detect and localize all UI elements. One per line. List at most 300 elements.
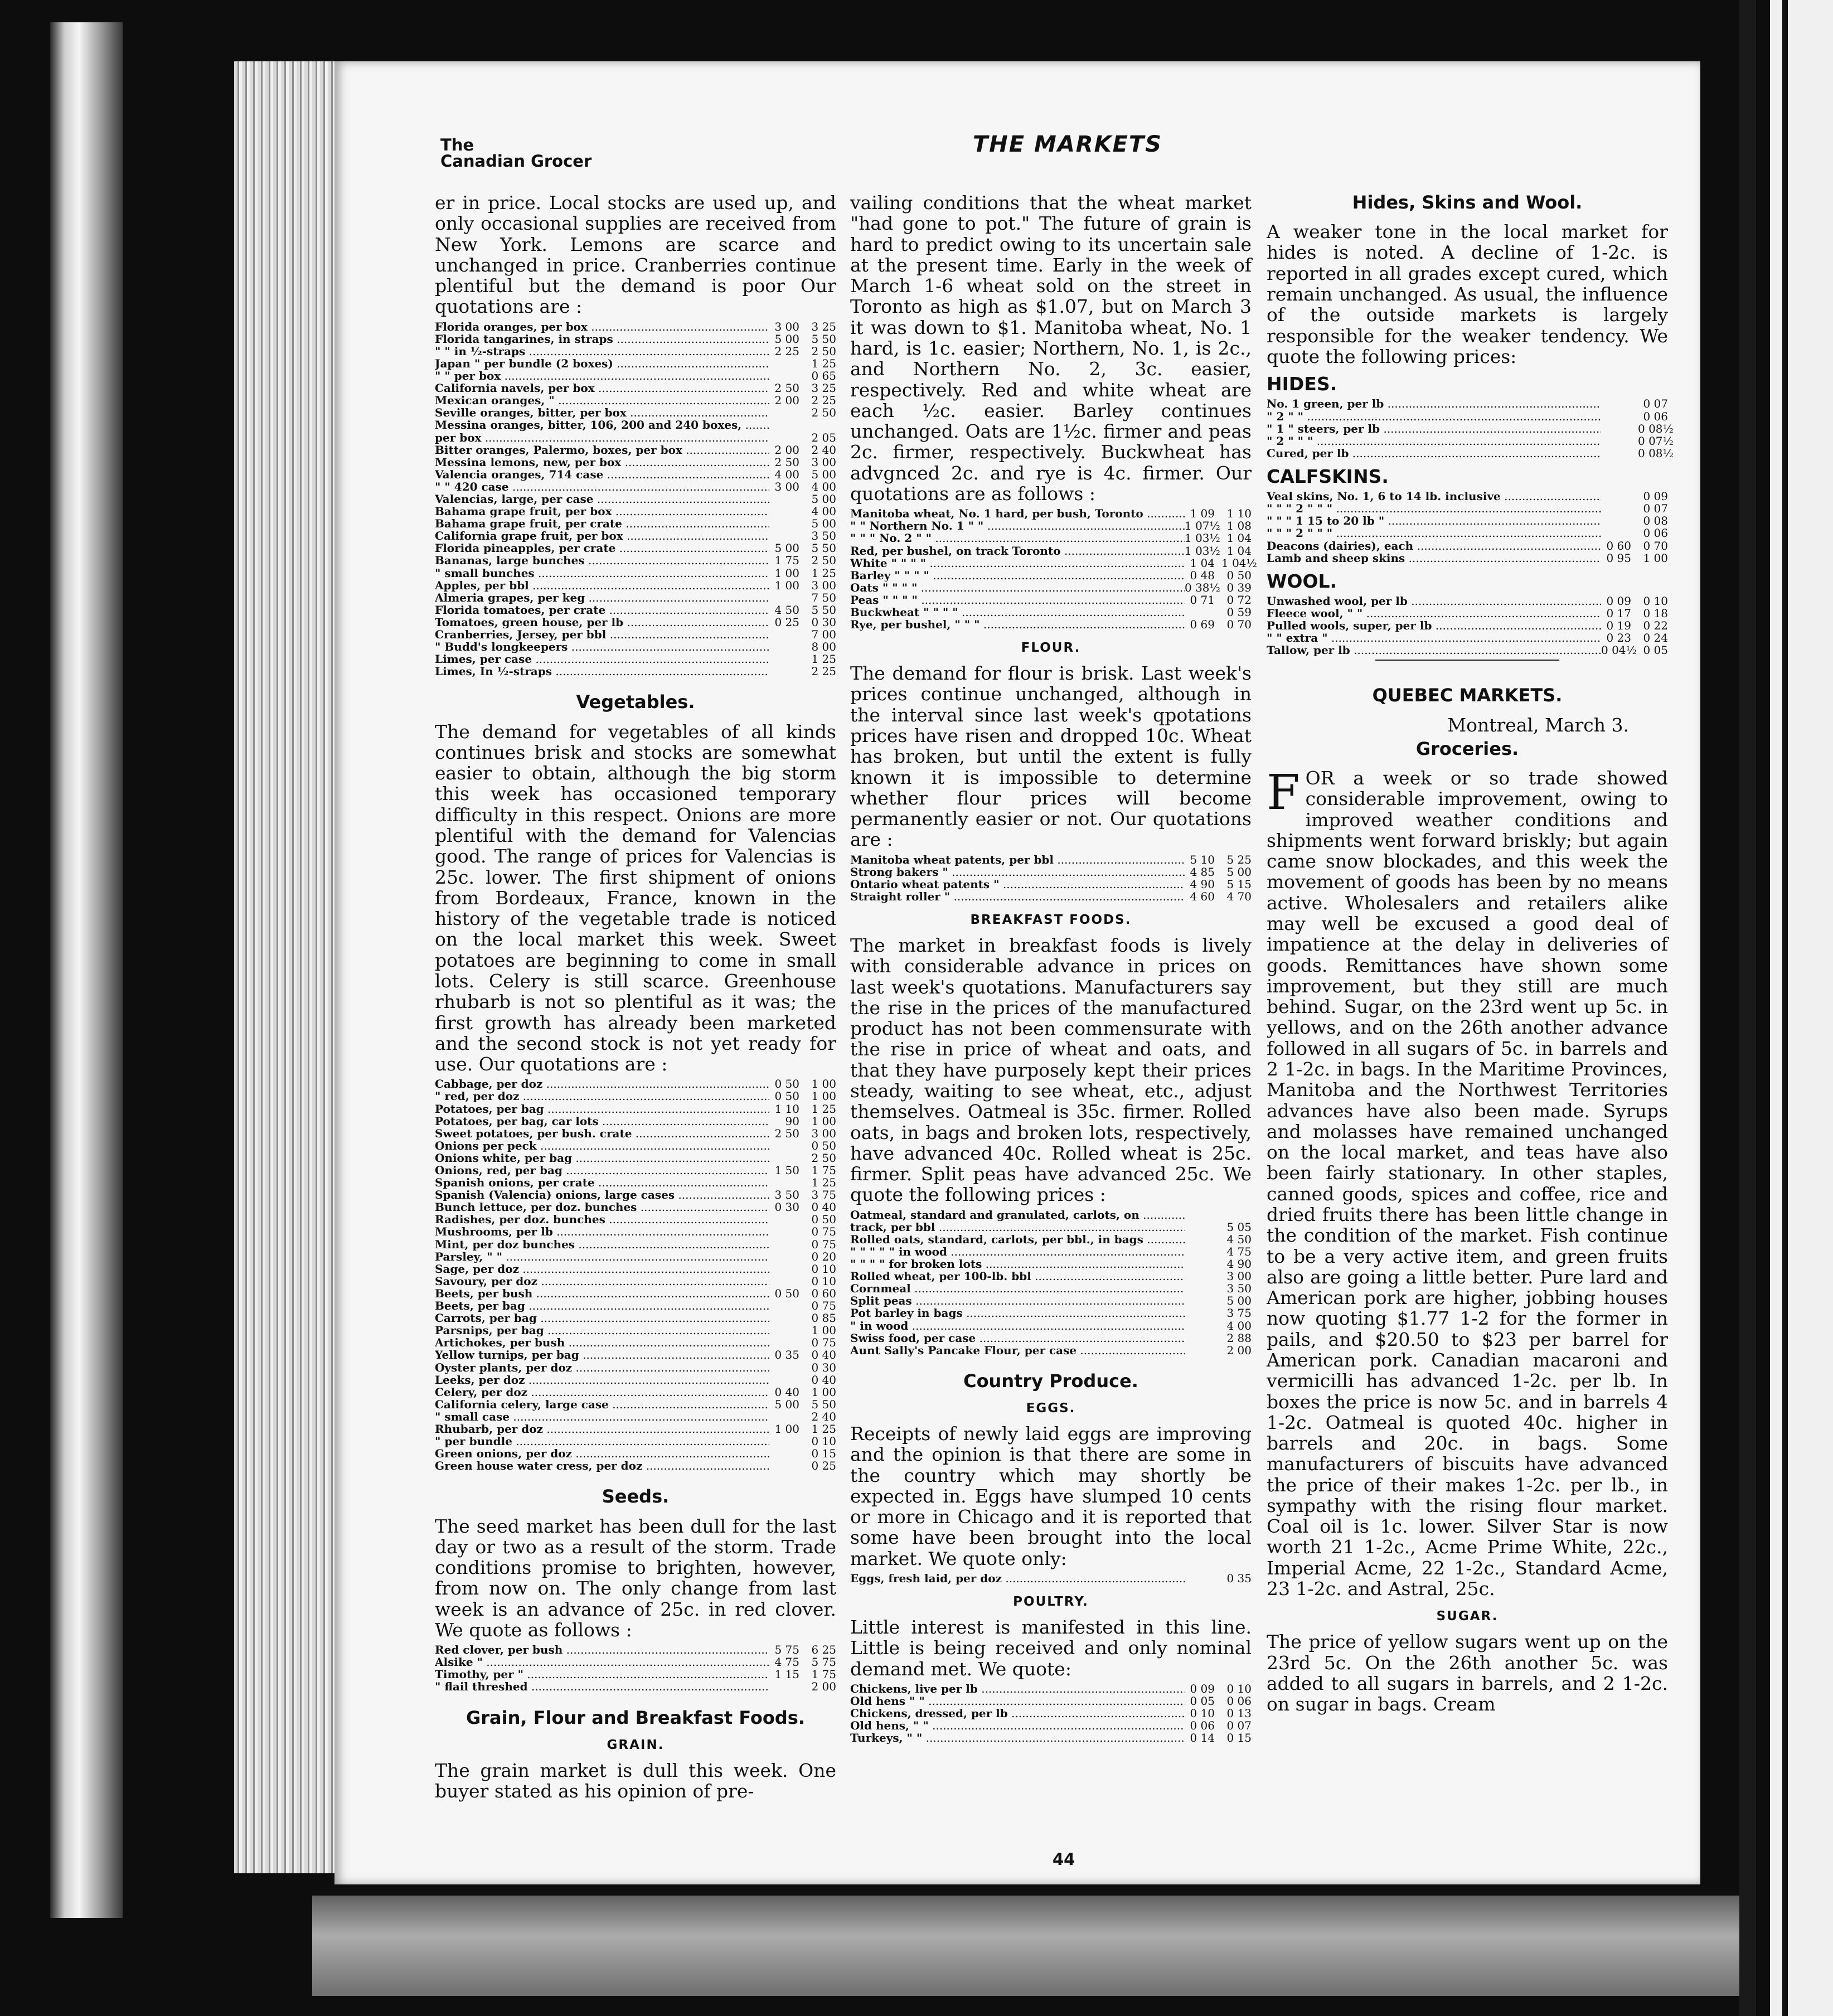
wool-subheading: WOOL. xyxy=(1267,570,1337,592)
quotation-item: Bahama grape fruit, per box ..... xyxy=(435,505,769,517)
price-high: 5 05 xyxy=(1226,1220,1252,1234)
price-low: 0 17 xyxy=(1606,607,1631,621)
flour-subheading: FLOUR. xyxy=(1021,641,1081,656)
groceries-heading: Groceries. xyxy=(1415,738,1519,759)
quotation-item: Fleece wool, " " ..... xyxy=(1267,607,1601,619)
quotation-row xyxy=(435,1680,836,1693)
quotation-row xyxy=(435,1164,836,1176)
produce-heading: Country Produce. xyxy=(963,1370,1138,1392)
groceries-text xyxy=(1267,765,1668,1600)
quotation-item: Buckwheat " " " " ..... xyxy=(850,606,1185,618)
quotation-item: " " per box ..... xyxy=(435,370,769,382)
price-high: 3 75 xyxy=(811,1188,836,1202)
price-low: 0 19 xyxy=(1606,619,1631,633)
quotation-item: Oats " " " " ..... xyxy=(850,581,1185,594)
price-high: 2 88 xyxy=(1226,1331,1252,1345)
quotation-item: Messina oranges, bitter, 106, 200 and 240 boxes, ..... xyxy=(435,419,769,431)
quotation-row xyxy=(435,1176,836,1189)
page-edges xyxy=(234,61,351,1873)
quotation-item: Straight roller " ..... xyxy=(850,890,1185,903)
price-low: 5 00 xyxy=(774,541,799,555)
quotation-item: Cranberries, Jersey, per bbl ..... xyxy=(435,628,769,641)
quotation-item: Turkeys, " " ..... xyxy=(850,1732,1185,1744)
quotation-item: Radishes, per doz. bunches ..... xyxy=(435,1213,769,1225)
price-high: 0 20 xyxy=(811,1249,836,1263)
quotation-item: " " " No. 2 " " ..... xyxy=(850,532,1185,544)
quotation-item: Messina lemons, new, per box ..... xyxy=(435,456,769,468)
breakfast-quotations xyxy=(850,1209,1252,1356)
page-number: 44 xyxy=(1053,1850,1075,1869)
grain-heading: Grain, Flour and Breakfast Foods. xyxy=(465,1707,805,1728)
price-low: 0 50 xyxy=(774,1077,799,1091)
price-low xyxy=(1601,502,1631,515)
price-low: 0 05 xyxy=(1190,1694,1215,1708)
quotation-row xyxy=(1267,607,1668,619)
quotation-row xyxy=(435,419,836,431)
quotation-row xyxy=(435,554,836,566)
price-high: 0 10 xyxy=(1643,594,1668,608)
price-high: 0 75 xyxy=(811,1336,836,1350)
price-high: 1 75 xyxy=(811,1668,836,1681)
seeds-text: The seed market has been dull for the last day or two as a result of the storm. Trade conditions promise to brighten, however, from now on. The only change from last week is an advance of 25c. in red clover. We quote as follows : xyxy=(435,1515,836,1641)
quotation-item: Manitoba wheat, No. 1 hard, per bush, Toronto ..... xyxy=(850,507,1185,520)
quotation-item: Bananas, large bunches ..... xyxy=(435,554,769,566)
price-low xyxy=(769,419,799,431)
quotation-item: Onions white, per bag ..... xyxy=(435,1152,769,1164)
quotation-row xyxy=(850,1209,1252,1221)
quotation-row xyxy=(850,532,1252,544)
quotation-row xyxy=(435,1213,836,1225)
price-low: 0 14 xyxy=(1190,1731,1215,1745)
vegetable-quotations xyxy=(435,1078,836,1472)
price-high: 2 50 xyxy=(811,344,836,358)
price-low xyxy=(769,1361,799,1374)
quotation-row xyxy=(850,1683,1252,1695)
quotation-row xyxy=(435,1140,836,1152)
quotation-row xyxy=(850,618,1252,631)
egg-quotations xyxy=(850,1572,1252,1584)
price-low xyxy=(1185,1295,1215,1307)
price-high: 2 00 xyxy=(811,1680,836,1694)
section-rule xyxy=(1375,660,1559,661)
price-high xyxy=(806,419,836,431)
price-high: 0 59 xyxy=(1226,605,1252,619)
price-high: 0 30 xyxy=(811,615,836,629)
book-spine xyxy=(50,22,123,1918)
price-low: 0 06 xyxy=(1190,1719,1215,1733)
price-high: 3 50 xyxy=(811,529,836,543)
price-high: 0 08½ xyxy=(1638,446,1674,460)
quotation-row xyxy=(435,456,836,468)
price-low xyxy=(769,1176,799,1189)
quotation-item: Beets, per bush ..... xyxy=(435,1287,769,1300)
quotation-item: Potatoes, per bag, car lots ..... xyxy=(435,1115,769,1127)
price-high: 4 75 xyxy=(1226,1244,1252,1258)
price-high: 5 00 xyxy=(1226,865,1252,879)
quotation-item: Seville oranges, bitter, per box ..... xyxy=(435,406,769,419)
quotation-item: per box ..... xyxy=(435,432,769,444)
price-high: 2 50 xyxy=(811,1151,836,1165)
price-low xyxy=(769,1275,799,1287)
quotation-row xyxy=(435,394,836,406)
publication-name xyxy=(440,137,591,169)
quotation-item: Mint, per doz bunches ..... xyxy=(435,1238,769,1251)
price-high: 0 10 xyxy=(811,1262,836,1276)
price-low: 2 50 xyxy=(774,455,799,469)
quotation-item: Onions, red, per bag ..... xyxy=(435,1164,769,1176)
quotation-row xyxy=(850,1332,1252,1344)
seeds-heading: Seeds. xyxy=(602,1486,670,1508)
quebec-heading: QUEBEC MARKETS. xyxy=(1372,685,1563,706)
quotation-item: track, per bbl ..... xyxy=(850,1221,1185,1233)
column-3 xyxy=(1267,192,1674,1718)
quotation-row xyxy=(850,1572,1252,1584)
grain-subheading: GRAIN. xyxy=(607,1737,665,1752)
quotation-item: Peas " " " " ..... xyxy=(850,594,1185,606)
quotation-row xyxy=(850,1344,1252,1356)
price-high: 0 10 xyxy=(1226,1681,1252,1695)
poultry-quotations xyxy=(850,1683,1252,1744)
price-high: 6 25 xyxy=(811,1643,836,1657)
quotation-row xyxy=(435,1336,836,1349)
price-low xyxy=(769,1336,799,1349)
publication-line-1: The xyxy=(440,135,474,154)
quotation-item: Yellow turnips, per bag ..... xyxy=(435,1349,769,1361)
price-low: 0 50 xyxy=(774,1089,799,1103)
quotation-row xyxy=(850,606,1252,618)
quotation-item: Tomatoes, green house, per lb ..... xyxy=(435,616,769,628)
quotation-row xyxy=(1267,552,1668,564)
price-low: 5 10 xyxy=(1190,852,1215,866)
quotation-item: Barley " " " " ..... xyxy=(850,569,1185,581)
quotation-row xyxy=(1267,619,1668,632)
quotation-item: " " Northern No. 1 " " ..... xyxy=(850,520,1185,532)
price-low xyxy=(769,406,799,419)
quotation-row xyxy=(850,1307,1252,1319)
price-high: 4 00 xyxy=(811,505,836,518)
price-high: 0 75 xyxy=(811,1225,836,1239)
price-low xyxy=(1185,1572,1215,1584)
quotation-row xyxy=(1267,446,1674,460)
quotation-row xyxy=(850,520,1252,532)
price-low: 1 50 xyxy=(774,1164,799,1177)
price-high: 5 15 xyxy=(1226,877,1252,891)
price-high: 0 22 xyxy=(1643,619,1668,633)
price-low: 0 30 xyxy=(774,1200,799,1214)
price-low: 4 75 xyxy=(774,1655,799,1669)
quotation-row xyxy=(435,1103,836,1115)
sugar-text: The price of yellow sugars went up on the 23rd 5c. On the 26th another 5c. was added to all sugars in barrels, and 2 1-2c. on sugar in bags. Cream xyxy=(1267,1631,1668,1715)
price-high: 1 75 xyxy=(811,1164,836,1177)
price-low: 0 23 xyxy=(1606,631,1631,645)
quotation-item: Sage, per doz ..... xyxy=(435,1263,769,1275)
price-high: 1 25 xyxy=(811,652,836,666)
price-low xyxy=(1185,1246,1215,1258)
quotation-item: Cured, per lb ..... xyxy=(1267,447,1601,459)
quotation-row xyxy=(435,1078,836,1090)
price-high: 5 50 xyxy=(811,332,836,346)
quotation-row xyxy=(435,345,836,357)
quotation-item: " " " " for broken lots ..... xyxy=(850,1258,1185,1270)
price-low xyxy=(1185,1307,1215,1319)
column-1 xyxy=(435,192,836,1805)
price-low xyxy=(769,1140,799,1152)
quotation-row xyxy=(435,1090,836,1102)
quotation-row xyxy=(435,1251,836,1263)
price-high: 2 00 xyxy=(1226,1343,1252,1357)
quotation-row xyxy=(435,1287,836,1300)
price-low xyxy=(769,592,799,604)
price-low: 0 95 xyxy=(1606,551,1631,565)
price-high xyxy=(1221,1209,1252,1221)
price-high: 0 72 xyxy=(1226,593,1252,607)
price-high: 0 70 xyxy=(1643,539,1668,553)
quotation-row xyxy=(1267,490,1668,502)
price-low: 4 00 xyxy=(774,467,799,481)
quotation-item: Deacons (dairies), each ..... xyxy=(1267,540,1601,552)
price-high: 0 07 xyxy=(1226,1719,1252,1733)
price-high: 1 25 xyxy=(811,1176,836,1190)
price-high: 2 25 xyxy=(811,394,836,408)
quotation-item: Florida pineapples, per crate ..... xyxy=(435,542,769,554)
quotation-row xyxy=(850,1270,1252,1282)
quotation-row xyxy=(850,1221,1252,1233)
price-low: 0 10 xyxy=(1190,1707,1215,1721)
quotation-item: Veal skins, No. 1, 6 to 14 lb. inclusive ..... xyxy=(1267,490,1601,502)
price-low xyxy=(1185,1282,1215,1295)
price-high: 0 40 xyxy=(811,1200,836,1214)
price-high: 0 70 xyxy=(1226,618,1252,632)
quotation-item: " " " 2 " " " ..... xyxy=(1267,502,1601,515)
quotation-row xyxy=(435,468,836,481)
price-low: 0 04½ xyxy=(1601,643,1637,657)
quotation-row xyxy=(435,1349,836,1361)
price-low: 90 xyxy=(785,1114,799,1128)
price-low: 1 03½ xyxy=(1185,531,1220,545)
sugar-subheading: SUGAR. xyxy=(1436,1609,1499,1624)
price-low xyxy=(1601,527,1631,539)
poultry-subheading: POULTRY. xyxy=(1013,1595,1089,1610)
price-high: 5 50 xyxy=(811,603,836,617)
price-low: 1 03½ xyxy=(1185,544,1220,558)
quotation-row xyxy=(435,1423,836,1435)
quotation-row xyxy=(435,517,836,530)
price-high: 1 10 xyxy=(1226,507,1252,521)
quotation-item: Parsley, " " ..... xyxy=(435,1251,769,1263)
quotation-item: " 1 " steers, per lb ..... xyxy=(1267,423,1601,435)
price-high: 1 25 xyxy=(811,356,836,370)
quotation-item: " " 420 case ..... xyxy=(435,481,769,493)
flour-text: The demand for flour is brisk. Last week's prices continue unchanged, although in the interval since last week's qpotations prices have risen and dropped 10c. Wheat has broken, but until the extent is fully known it is impossible to determine whether flour prices will become permanently easier or not. Our quotations are : xyxy=(850,662,1252,851)
quotation-item: Bahama grape fruit, per crate ..... xyxy=(435,517,769,530)
quotation-row xyxy=(435,1127,836,1140)
price-low xyxy=(769,1411,799,1423)
quotation-item: Swiss food, per case ..... xyxy=(850,1332,1185,1344)
quotation-row xyxy=(435,1300,836,1312)
quotation-item: " red, per doz ..... xyxy=(435,1090,769,1102)
price-high: 0 40 xyxy=(811,1348,836,1362)
quotation-item: Florida tangarines, in straps ..... xyxy=(435,333,769,345)
price-low xyxy=(769,1225,799,1238)
quotation-row xyxy=(850,1246,1252,1258)
quotation-row xyxy=(435,1324,836,1336)
price-low xyxy=(769,370,799,382)
price-low: 0 69 xyxy=(1190,618,1215,632)
price-high: 4 90 xyxy=(1226,1257,1252,1271)
price-high: 2 50 xyxy=(811,554,836,568)
hide-quotations xyxy=(1267,397,1674,460)
price-low xyxy=(1601,410,1631,423)
fruit-quotations xyxy=(435,321,836,678)
quotation-item: Artichokes, per bush ..... xyxy=(435,1336,769,1349)
quotation-item: " 2 " " ..... xyxy=(1267,410,1601,423)
quotation-item: Red clover, per bush ..... xyxy=(435,1644,769,1656)
price-low xyxy=(1185,1320,1215,1332)
quotation-item: Split peas ..... xyxy=(850,1295,1185,1307)
quotation-item: Limes, In ½-straps ..... xyxy=(435,665,769,677)
price-high: 0 10 xyxy=(811,1274,836,1288)
price-low: 0 25 xyxy=(774,615,799,629)
price-low xyxy=(769,1152,799,1164)
breakfast-text: The market in breakfast foods is lively with considerable advance in prices on last week's quotations. Manufacturers say the rise in the prices of the manufactured product has not been commensurate with the rise in price of wheat and oats, and that they have purposely kept their prices steady, waiting to see wheat, etc., adjust themselves. Oatmeal is 35c. firmer. Rolled oats, in bags and broken lots, respectively, have advanced 40c. Rolled wheat is 25c. firmer. Split peas have advanced 25c. We quote the following prices : xyxy=(850,934,1252,1206)
price-high: 0 50 xyxy=(811,1138,836,1152)
quotation-row xyxy=(1267,644,1668,656)
quotation-item: Green onions, per doz ..... xyxy=(435,1447,769,1460)
quotation-row xyxy=(435,1447,836,1460)
price-high: 3 50 xyxy=(1226,1282,1252,1296)
quotation-row xyxy=(435,1668,836,1680)
quotation-row xyxy=(850,594,1252,606)
quotation-item: Rhubarb, per doz ..... xyxy=(435,1423,769,1435)
price-high: 0 60 xyxy=(811,1286,836,1300)
quotation-item: Oyster plants, per doz ..... xyxy=(435,1361,769,1374)
price-high: 3 75 xyxy=(1226,1306,1252,1320)
price-low xyxy=(1601,398,1631,410)
price-low: 1 07½ xyxy=(1185,519,1220,533)
price-high: 0 85 xyxy=(811,1311,836,1325)
quotation-item: Mexican oranges, " ..... xyxy=(435,394,769,406)
quotation-item: Valencias, large, per case ..... xyxy=(435,493,769,505)
quotation-row xyxy=(435,567,836,579)
price-low xyxy=(1185,1221,1215,1233)
price-low: 2 25 xyxy=(774,344,799,358)
price-high: 3 25 xyxy=(811,381,836,395)
quotation-row xyxy=(850,581,1252,594)
quotation-row xyxy=(850,556,1257,570)
quotation-item: No. 1 green, per lb ..... xyxy=(1267,398,1601,410)
calfskin-quotations xyxy=(1267,490,1668,564)
price-low xyxy=(769,1300,799,1312)
quotation-item: Valencia oranges, 714 case ..... xyxy=(435,468,769,481)
price-low xyxy=(1185,606,1215,618)
price-low: 5 00 xyxy=(774,332,799,346)
price-high: 1 04 xyxy=(1226,531,1252,545)
price-high: 0 09 xyxy=(1643,490,1668,503)
grain-quotations xyxy=(850,507,1257,632)
price-high: 4 00 xyxy=(811,479,836,493)
price-high: 0 40 xyxy=(811,1373,836,1387)
quotation-row xyxy=(850,1320,1252,1332)
quotation-row xyxy=(1267,398,1668,410)
price-low xyxy=(769,1251,799,1263)
quotation-item: California grape fruit, per box ..... xyxy=(435,530,769,542)
price-high: 7 00 xyxy=(811,628,836,642)
quotation-row xyxy=(435,321,836,333)
quotation-item: Mushrooms, per lb ..... xyxy=(435,1225,769,1238)
quotation-row xyxy=(850,890,1252,903)
quotation-row xyxy=(435,1435,836,1447)
price-low: 0 09 xyxy=(1190,1681,1215,1695)
quotation-item: Lamb and sheep skins ..... xyxy=(1267,552,1601,564)
quotation-row xyxy=(1267,502,1668,515)
quotation-row xyxy=(1267,595,1668,607)
quotation-row xyxy=(1267,410,1668,423)
quotation-item: Unwashed wool, per lb ..... xyxy=(1267,595,1601,607)
price-low xyxy=(769,653,799,665)
price-low: 2 00 xyxy=(774,443,799,457)
vegetables-heading: Vegetables. xyxy=(576,691,695,713)
quotation-row xyxy=(435,1201,836,1213)
price-high: 4 50 xyxy=(1226,1232,1252,1246)
quotation-item: Spanish onions, per crate ..... xyxy=(435,1176,769,1189)
price-high: 0 75 xyxy=(811,1237,836,1251)
quotation-item: Rolled wheat, per 100-lb. bbl ..... xyxy=(850,1270,1185,1282)
price-low xyxy=(769,1238,799,1251)
price-low: 2 00 xyxy=(774,394,799,408)
quotation-item: " " " " " in wood ..... xyxy=(850,1246,1185,1258)
quotation-item: " " extra " ..... xyxy=(1267,632,1601,644)
quotation-item: Strong bakers " ..... xyxy=(850,866,1185,878)
price-high: 1 00 xyxy=(811,1077,836,1091)
price-low: 5 00 xyxy=(774,1397,799,1411)
price-low: 1 00 xyxy=(774,566,799,580)
price-high: 0 07 xyxy=(1643,397,1668,411)
quotation-row xyxy=(435,653,836,665)
quotation-item: " Budd's longkeepers ..... xyxy=(435,641,769,653)
quotation-row xyxy=(435,1238,836,1251)
price-high: 3 00 xyxy=(811,455,836,469)
hides-text: A weaker tone in the local market for hides is noted. A decline of 1-2c. is reported in all grades except cured, which remain unchanged. As usual, the influence of the outside markets is largely responsible for the weaker tendency. We quote the following prices: xyxy=(1267,221,1668,367)
quotation-item: Florida tomatoes, per crate ..... xyxy=(435,604,769,616)
price-low: 2 50 xyxy=(774,1126,799,1140)
price-high: 0 18 xyxy=(1643,607,1668,621)
price-high: 0 08 xyxy=(1643,514,1668,528)
price-high: 1 00 xyxy=(811,1089,836,1103)
price-high: 0 06 xyxy=(1643,526,1668,540)
price-high: 0 30 xyxy=(811,1360,836,1374)
price-low: 1 15 xyxy=(774,1668,799,1681)
price-low: 1 10 xyxy=(774,1102,799,1116)
price-low: 3 50 xyxy=(774,1188,799,1202)
facing-page-edge xyxy=(1770,0,1833,2016)
price-high: 1 08 xyxy=(1226,519,1252,533)
price-high: 0 39 xyxy=(1226,580,1252,594)
price-high: 1 00 xyxy=(811,1385,836,1399)
quotation-row xyxy=(435,1386,836,1398)
quotation-item: Old hens " " ..... xyxy=(850,1695,1185,1707)
price-high: 5 50 xyxy=(811,1397,836,1411)
price-low: 1 09 xyxy=(1190,507,1215,521)
groceries-body: OR a week or so trade showed considerable improvement, owing to improved weather conditions and shipments went forward briskly; but again came snow blockades, and this week the movement of goods has been by no means active. Wholesalers and retailers alike may well be excused a good deal of impatience at the delay in deliveries of goods. Remittances have shown some improvement, but they still are much behind. Sugar, on the 23rd went up 5c. in yellows, and on the 26th another advance followed in all sugars of 5c. in barrels and 2 1-2c. in bags. In the Maritime Provinces, Manitoba and the Northwest Territories advances have also been made. Syrups and molasses have remained unchanged on the local market, and teas have also been fairly stationary. In other staples, canned goods, spices and coffee, rice and dried fruits there has been little change in the condition of the market. Fish continue to be a very active item, and green fruits also are going a little better. Pure lard and American pork are higher, jobbing houses now quoting $1.77 1-2 for the former in pails, and $20.50 to $23 per barrel for American pork. Canadian macaroni and vermicilli has advanced 1-2c. per lb. In boxes the price is now 5c. and in barrels 4 1-2c. Oatmeal is quoted 40c. higher in barrels and 20c. in bags. Some manufacturers of biscuits have advanced the price of their makes 1-2c. per lb., in sympathy with the rising flour market. Coal oil is 1c. lower. Silver Star is now worth 21 1-2c., Acme Prime White, 22c., Imperial Acme, 22 1-2c., Standard Acme, 23 1-2c. and Astral, 25c. xyxy=(1267,767,1668,1600)
price-low xyxy=(1601,435,1631,447)
quotation-row xyxy=(435,406,836,419)
quotation-row xyxy=(435,1656,836,1668)
price-low: 1 04 xyxy=(1190,556,1215,570)
quotation-row xyxy=(850,1707,1252,1719)
price-high: 2 05 xyxy=(811,430,836,444)
quotation-item: Almeria grapes, per keg ..... xyxy=(435,592,769,604)
quotation-row xyxy=(1267,434,1674,448)
